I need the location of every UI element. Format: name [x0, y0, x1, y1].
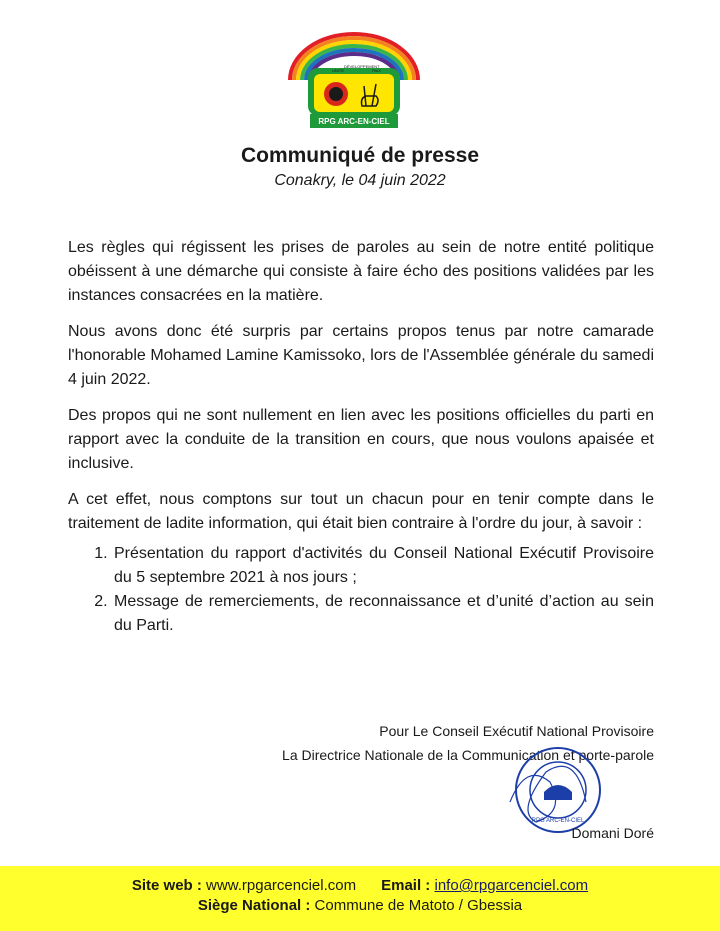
agenda-item: 1. Présentation du rapport d'activités du Conseil National Exécutif Provisoire du 5 septembre 2021 à nos jours ;: [112, 542, 654, 590]
rooster-icon: [324, 82, 348, 106]
footer-bar: [0, 866, 720, 931]
footer-email-label: Email :: [381, 877, 431, 894]
dateline: Conakry, le 04 juin 2022: [274, 172, 446, 189]
logo-motto-3: PAIX: [372, 68, 381, 73]
signatory-name: Domani Doré: [571, 825, 654, 841]
stamp-text: RPG ARC-EN-CIEL: [531, 818, 585, 824]
agenda-list: [68, 542, 654, 638]
signature-line-1: Pour Le Conseil Exécutif National Provisoire: [379, 723, 654, 739]
party-logo: [280, 28, 428, 132]
logo-motto-2: DÉVELOPPEMENT: [344, 64, 380, 69]
footer-email-link[interactable]: info@rpgarcenciel.com: [434, 877, 589, 894]
page-title: Communiqué de presse: [240, 144, 480, 167]
hat-icon: [544, 785, 572, 800]
logo-motto-1: UNITÉ: [332, 68, 344, 73]
paragraph: Nous avons donc été surpris par certains propos tenus par notre camarade l'honorable Mohamed Lamine Kamissoko, lors de l'Assemblée générale du samedi 4 juin 2022.: [68, 323, 654, 388]
communique-body: [68, 236, 654, 638]
agenda-item: 2. Message de remerciements, de reconnaissance et d’unité d’action au sein du Parti.: [112, 590, 654, 638]
paragraph: Les règles qui régissent les prises de paroles au sein de notre entité politique obéissent à une démarche qui consiste à faire écho des positions validées par les instances consacrées en la matière.: [68, 239, 654, 304]
signature-line-2: La Directrice Nationale de la Communication et porte-parole: [282, 747, 654, 763]
logo-banner: RPG ARC-EN-CIEL: [318, 117, 390, 126]
footer-web-link[interactable]: www.rpgarcenciel.com: [206, 877, 357, 894]
footer-web-label: Site web :: [131, 877, 202, 894]
paragraph: Des propos qui ne sont nullement en lien avec les positions officielles du parti en rapport avec la conduite de la transition en cours, que nous voulons apaisée et inclusive.: [68, 407, 654, 472]
footer-seat-value: Commune de Matoto / Gbessia: [314, 897, 523, 914]
paragraph: A cet effet, nous comptons sur tout un chacun pour en tenir compte dans le traitement de ladite information, qui était bien contraire à l'ordre du jour, à savoir :: [68, 491, 654, 532]
footer-seat-label: Siège National :: [197, 897, 311, 914]
